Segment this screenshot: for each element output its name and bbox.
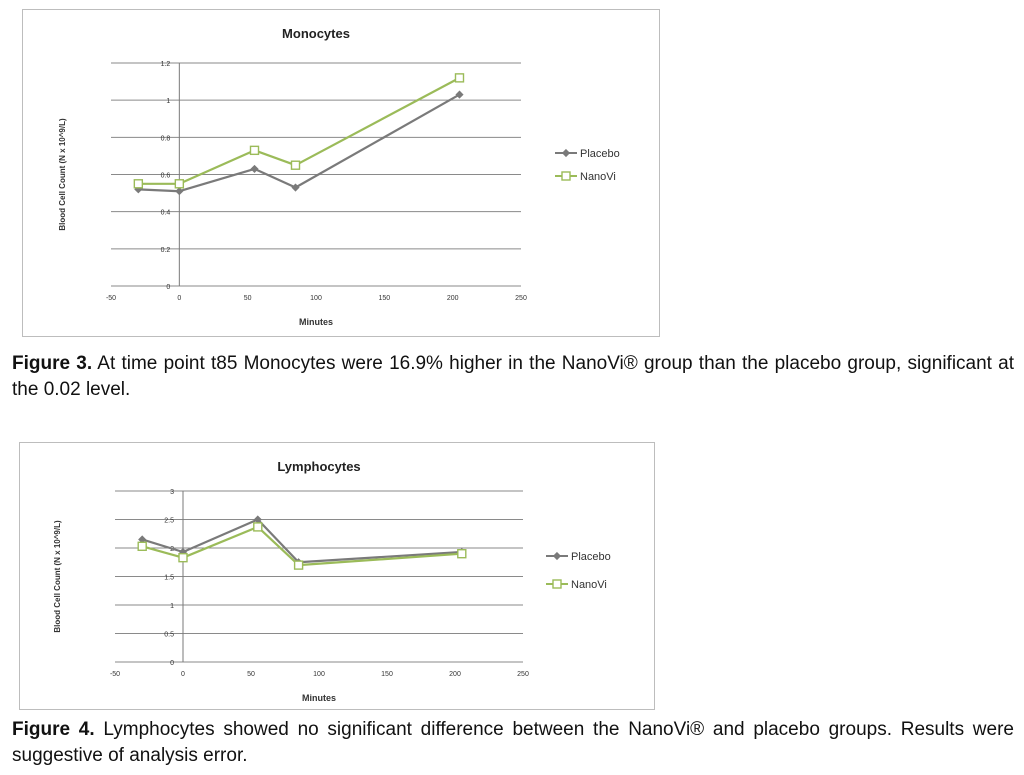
lymphocytes-y-tick-label: 2 [170,546,174,553]
monocytes-x-tick-label: 50 [243,295,252,302]
monocytes-point-placebo [251,165,258,172]
monocytes-point-placebo [176,188,183,195]
figure-4-caption [12,717,1014,769]
lymphocytes-legend-marker-nanovi [553,580,561,588]
monocytes-legend-label-placebo: Placebo [580,148,620,160]
monocytes-x-tick-label: -50 [105,295,117,302]
monocytes-y-tick-label: 0.2 [160,246,171,254]
monocytes-chart-svg [23,10,659,336]
monocytes-legend-label-nanovi: NanoVi [580,171,616,183]
lymphocytes-x-tick-label: 50 [247,671,255,678]
lymphocytes-x-tick-label: 150 [381,671,393,678]
monocytes-chart [22,9,660,337]
monocytes-x-axis-label: Minutes [298,317,334,327]
figure-3-label: Figure 3. [12,353,93,374]
lymphocytes-x-tick-label: 250 [517,671,529,678]
lymphocytes-point-nanovi [458,550,466,558]
lymphocytes-y-tick-label: 1.5 [164,574,174,582]
lymphocytes-y-tick-label: 1 [170,603,174,610]
monocytes-x-tick-label: 0 [177,295,182,302]
monocytes-y-tick-label: 1 [166,98,171,106]
figure-4-text: Lymphocytes showed no significant difference between the NanoVi® and placebo groups. Results were suggestive of analysis error. [12,719,1014,766]
lymphocytes-y-axis-label: Blood Cell Count (N x 10^9/L) [53,520,62,633]
monocytes-chart-title: Monocytes [282,26,350,41]
monocytes-point-nanovi [251,146,259,154]
monocytes-point-nanovi [456,74,464,82]
monocytes-x-tick-label: 200 [446,295,459,302]
lymphocytes-chart-title: Lymphocytes [277,459,361,474]
monocytes-point-nanovi [175,180,183,188]
figure-3-text: At time point t85 Monocytes were 16.9% higher in the NanoVi® group than the placebo group, significant at the 0.02 level. [12,353,1015,400]
lymphocytes-y-tick-label: 3 [170,489,174,496]
lymphocytes-x-tick-label: -50 [109,671,121,678]
lymphocytes-series-line-nanovi [142,527,462,565]
monocytes-y-tick-label: 0.8 [160,135,171,143]
monocytes-point-nanovi [134,180,142,188]
lymphocytes-legend-label-nanovi: NanoVi [571,579,607,591]
monocytes-y-tick-label: 0.6 [160,172,171,180]
monocytes-legend-marker-nanovi [562,172,570,180]
monocytes-series-line-placebo [138,95,459,192]
lymphocytes-x-tick-label: 100 [313,671,325,678]
monocytes-y-tick-label: 1.2 [160,61,171,68]
lymphocytes-x-axis-label: Minutes [301,693,337,703]
monocytes-x-tick-label: 150 [378,295,391,302]
monocytes-point-nanovi [292,161,300,169]
lymphocytes-chart-svg [20,443,654,709]
monocytes-y-axis-label: Blood Cell Count (N x 10^9/L) [58,118,67,231]
lymphocytes-y-tick-label: 0 [170,660,174,667]
monocytes-y-tick-label: 0 [166,284,171,291]
figure-4-label: Figure 4. [12,719,95,740]
monocytes-x-tick-label: 100 [310,295,322,302]
lymphocytes-point-nanovi [254,523,262,531]
monocytes-legend-marker-placebo [563,150,570,157]
lymphocytes-legend-marker-placebo [554,553,561,560]
lymphocytes-x-tick-label: 200 [449,671,461,678]
lymphocytes-y-tick-label: 2.5 [164,517,174,525]
lymphocytes-chart [19,442,655,710]
lymphocytes-point-nanovi [138,542,146,550]
figure-3-caption [12,351,1014,403]
lymphocytes-legend-label-placebo: Placebo [571,551,611,563]
monocytes-x-tick-label: 250 [515,295,527,302]
monocytes-y-tick-label: 0.4 [160,209,171,217]
lymphocytes-point-nanovi [179,554,187,562]
lymphocytes-point-nanovi [295,561,303,569]
lymphocytes-y-tick-label: 0.5 [164,631,174,639]
lymphocytes-x-tick-label: 0 [181,671,185,678]
